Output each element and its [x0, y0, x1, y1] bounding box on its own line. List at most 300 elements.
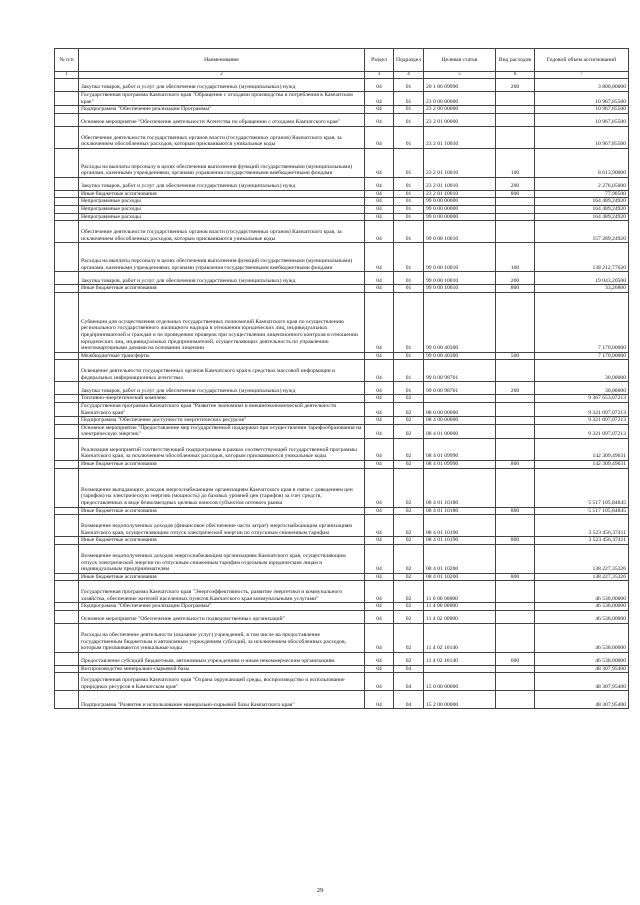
row-kind: [496, 106, 535, 114]
row-section: 04: [365, 148, 394, 177]
table-body: [55, 79, 629, 709]
row-name: Субвенции для осуществления отдельных государственных полномочий Камчатского края по осуществлению регионального государственного жилищного надзора в отношении юридических лиц, индивидуальных предпринимателей и граждан и по проведению проверок при осуществлении лицензионного контроля в отношении юридических лиц, индивидуальных предпринимателей, осуществляющих деятельность по управлению многоквартирными домами на основании лицензии: [79, 292, 365, 352]
row-section: 04: [365, 113, 394, 126]
row-subsection: 04: [394, 665, 424, 673]
row-section: 04: [365, 221, 394, 243]
row-kind: [496, 424, 535, 438]
column-number: 2: [79, 72, 365, 79]
row-number: [55, 515, 79, 537]
row-article: 20 1 06 09990: [424, 79, 496, 92]
row-sum: 5 517 105,84845: [535, 507, 629, 515]
row-name: Иные бюджетные ассигнования: [79, 285, 365, 293]
row-number: [55, 177, 79, 190]
row-subsection: 01: [394, 221, 424, 243]
row-name: Подпрограмма "Обеспечение доступности энергетических ресурсов": [79, 417, 365, 425]
row-number: [55, 243, 79, 272]
row-sum: 9 321 097,07213: [535, 417, 629, 425]
row-article: 08 4 01 10190: [424, 515, 496, 537]
row-article: 23 0 00 00000: [424, 92, 496, 106]
row-section: 04: [365, 673, 394, 691]
row-name: Государственная программа Камчатского края "Энергоэффективность, развитие энергетики и коммунального хозяйства, обеспечение жителей населенных пунктов Камчатского края коммунальными услугами": [79, 581, 365, 603]
row-name: Расходы на выплаты персоналу в целях обеспечения выполнения функций государственными (муниципальными) органами, казенными учреждениями, органами управления государственными внебюджетными фондами: [79, 243, 365, 272]
row-kind: [496, 544, 535, 573]
row-section: 04: [365, 92, 394, 106]
row-number: [55, 691, 79, 709]
row-name: Непрограммные расходы: [79, 198, 365, 206]
row-number: [55, 79, 79, 92]
table-row: [55, 537, 629, 545]
row-article: 15 0 00 00000: [424, 673, 496, 691]
row-article: 99 0 00 40300: [424, 352, 496, 360]
row-name: Обеспечение деятельности государственных органов власти (государственных органов) Камчатского края, за исключением обособленных расходов, которым присваиваются уникальные коды: [79, 126, 365, 148]
row-subsection: 02: [394, 424, 424, 438]
row-subsection: 01: [394, 285, 424, 293]
row-sum: 138 227,35326: [535, 573, 629, 581]
row-number: [55, 395, 79, 403]
row-number: [55, 382, 79, 395]
row-name: Освещение деятельности государственных органов Камчатского края в средствах массовой информации и федеральных информационных агентствах: [79, 360, 365, 382]
budget-table: [54, 48, 629, 709]
row-name: Предоставление субсидий бюджетным, автономным учреждениям и иным некоммерческим организациям: [79, 652, 365, 665]
row-subsection: 02: [394, 603, 424, 611]
row-number: [55, 272, 79, 285]
row-article: 08 0 00 00000: [424, 402, 496, 416]
row-sum: 33,26800: [535, 285, 629, 293]
row-section: 04: [365, 205, 394, 213]
row-article: 99 0 00 00000: [424, 213, 496, 221]
row-name: Возмещение недополученных доходов энергоснабжающим организациям Камчатского края, осуществляющим отпуск электрической энергии по отпускным сниженным тарифам отдельным юридическим лицам и индивидуальным предпринимателям: [79, 544, 365, 573]
table-row: [55, 221, 629, 243]
row-article: 11 4 02 00000: [424, 610, 496, 623]
row-number: [55, 190, 79, 198]
row-number: [55, 673, 79, 691]
row-article: 23 2 00 00000: [424, 106, 496, 114]
row-article: 23 2 01 10010: [424, 177, 496, 190]
row-subsection: 01: [394, 79, 424, 92]
row-section: 04: [365, 382, 394, 395]
row-kind: [496, 221, 535, 243]
row-sum: 48 307,95400: [535, 673, 629, 691]
row-number: [55, 603, 79, 611]
row-article: 08 4 01 10190: [424, 537, 496, 545]
row-article: 99 0 00 98701: [424, 360, 496, 382]
table-row: [55, 190, 629, 198]
table-row: [55, 402, 629, 416]
table-row: [55, 177, 629, 190]
table-row: [55, 205, 629, 213]
row-subsection: 01: [394, 352, 424, 360]
row-sum: 46 538,00000: [535, 623, 629, 652]
row-kind: 800: [496, 537, 535, 545]
row-number: [55, 460, 79, 468]
row-article: 23 2 01 00000: [424, 113, 496, 126]
row-section: 04: [365, 360, 394, 382]
table-row: [55, 360, 629, 382]
row-kind: 800: [496, 285, 535, 293]
row-name: Государственная программа Камчатского края "Обращение с отходами производства и потребления в Камчатском крае": [79, 92, 365, 106]
row-article: 23 2 01 10010: [424, 148, 496, 177]
table-row: [55, 352, 629, 360]
table-row: [55, 126, 629, 148]
row-subsection: 02: [394, 623, 424, 652]
row-sum: 7 170,00000: [535, 352, 629, 360]
row-article: 99 0 00 10010: [424, 221, 496, 243]
row-subsection: 01: [394, 382, 424, 395]
row-sum: 138 227,35326: [535, 544, 629, 573]
header-sum: Годовой объем ассигнований: [535, 49, 629, 72]
row-sum: 9 321 097,07213: [535, 402, 629, 416]
row-number: [55, 544, 79, 573]
table-row: [55, 417, 629, 425]
table-row: [55, 610, 629, 623]
row-sum: 9 321 097,07213: [535, 424, 629, 438]
row-sum: 46 538,00000: [535, 652, 629, 665]
row-number: [55, 205, 79, 213]
table-row: [55, 468, 629, 507]
row-subsection: 04: [394, 691, 424, 709]
row-sum: 46 538,00000: [535, 603, 629, 611]
row-article: 08 4 01 10180: [424, 468, 496, 507]
row-kind: [496, 213, 535, 221]
row-number: [55, 417, 79, 425]
row-name: Непрограммные расходы: [79, 213, 365, 221]
table-row: [55, 623, 629, 652]
table-row: [55, 382, 629, 395]
row-section: 04: [365, 424, 394, 438]
row-number: [55, 468, 79, 507]
row-subsection: 02: [394, 468, 424, 507]
row-number: [55, 424, 79, 438]
row-number: [55, 652, 79, 665]
row-number: [55, 610, 79, 623]
row-subsection: 01: [394, 177, 424, 190]
row-section: 04: [365, 213, 394, 221]
row-article: 99 0 00 00000: [424, 198, 496, 206]
row-number: [55, 148, 79, 177]
row-number: [55, 537, 79, 545]
row-subsection: 01: [394, 272, 424, 285]
row-number: [55, 623, 79, 652]
row-kind: [496, 610, 535, 623]
column-number: 7: [535, 72, 629, 79]
row-subsection: 01: [394, 205, 424, 213]
row-article: 99 0 00 98701: [424, 382, 496, 395]
row-subsection: 01: [394, 190, 424, 198]
row-subsection: 01: [394, 243, 424, 272]
row-sum: 19 043,20500: [535, 272, 629, 285]
row-number: [55, 581, 79, 603]
row-section: 04: [365, 190, 394, 198]
row-sum: 30,00000: [535, 360, 629, 382]
row-sum: 164 489,24920: [535, 198, 629, 206]
row-name: Основное мероприятие "Обеспечение деятельности подведомственных организаций": [79, 610, 365, 623]
table-row: [55, 285, 629, 293]
row-name: Иные бюджетные ассигнования: [79, 573, 365, 581]
row-article: 08 4 00 00000: [424, 417, 496, 425]
row-name: Межбюджетные трансферты: [79, 352, 365, 360]
row-number: [55, 507, 79, 515]
table-row: [55, 292, 629, 352]
row-kind: [496, 126, 535, 148]
row-section: 04: [365, 243, 394, 272]
table-row: [55, 106, 629, 114]
row-subsection: 01: [394, 213, 424, 221]
row-name: Подпрограмма "Обеспечение реализации Программы": [79, 603, 365, 611]
row-subsection: 02: [394, 610, 424, 623]
row-sum: 46 538,00000: [535, 610, 629, 623]
row-name: Закупка товаров, работ и услуг для обеспечения государственных (муниципальных) нужд: [79, 177, 365, 190]
row-article: 08 4 01 00000: [424, 424, 496, 438]
header-subsection: Подраздел: [394, 49, 424, 72]
row-sum: 10 967,85500: [535, 92, 629, 106]
row-section: 04: [365, 292, 394, 352]
row-subsection: 02: [394, 395, 424, 403]
row-subsection: 01: [394, 126, 424, 148]
table-row: [55, 603, 629, 611]
row-section: 04: [365, 581, 394, 603]
row-section: 04: [365, 507, 394, 515]
row-kind: 100: [496, 148, 535, 177]
row-subsection: 02: [394, 544, 424, 573]
row-number: [55, 665, 79, 673]
row-kind: [496, 581, 535, 603]
table-row: [55, 581, 629, 603]
table-row: [55, 573, 629, 581]
row-name: Иные бюджетные ассигнования: [79, 190, 365, 198]
row-sum: 77,90500: [535, 190, 629, 198]
row-name: Основное мероприятие "Предоставление мер государственной поддержки при осуществлении тарифообразования на электрическую энергию": [79, 424, 365, 438]
row-kind: 800: [496, 573, 535, 581]
row-name: Расходы на обеспечение деятельности (оказание услуг) учреждений, в том числе на предоставление государственным бюджетным и автономным учреждениям субсидий, за исключением обособленных расходов, которым присваиваются уникальные коды: [79, 623, 365, 652]
row-section: 04: [365, 652, 394, 665]
row-sum: 7 170,00000: [535, 292, 629, 352]
row-kind: [496, 417, 535, 425]
table-row: [55, 113, 629, 126]
row-section: 04: [365, 285, 394, 293]
row-article: 08 4 01 10200: [424, 573, 496, 581]
row-article: 11 4 02 10140: [424, 623, 496, 652]
row-number: [55, 285, 79, 293]
row-section: 04: [365, 272, 394, 285]
row-name: Государственная программа Камчатского края "Охрана окружающей среды, воспроизводство и использование природных ресурсов в Камчатском крае": [79, 673, 365, 691]
row-article: [424, 665, 496, 673]
row-article: 08 4 01 10180: [424, 507, 496, 515]
row-article: 99 0 00 10010: [424, 285, 496, 293]
row-kind: [496, 515, 535, 537]
row-sum: 48 307,95400: [535, 691, 629, 709]
row-kind: [496, 113, 535, 126]
row-number: [55, 113, 79, 126]
row-number: [55, 106, 79, 114]
row-subsection: 02: [394, 581, 424, 603]
row-section: 04: [365, 665, 394, 673]
row-subsection: 01: [394, 106, 424, 114]
row-kind: [496, 395, 535, 403]
column-number: 4: [394, 72, 424, 79]
row-number: [55, 126, 79, 148]
row-section: 04: [365, 106, 394, 114]
row-article: 08 4 01 09990: [424, 460, 496, 468]
table-row: [55, 272, 629, 285]
row-kind: 100: [496, 243, 535, 272]
row-kind: [496, 205, 535, 213]
row-sum: 10 967,85500: [535, 106, 629, 114]
row-kind: [496, 92, 535, 106]
row-article: 23 2 01 10010: [424, 190, 496, 198]
column-number: 3: [365, 72, 394, 79]
row-section: 04: [365, 603, 394, 611]
row-kind: 500: [496, 352, 535, 360]
row-sum: 164 489,24920: [535, 213, 629, 221]
row-name: Закупка товаров, работ и услуг для обеспечения государственных (муниципальных) нужд: [79, 272, 365, 285]
row-sum: 164 489,24920: [535, 205, 629, 213]
table-row: [55, 92, 629, 106]
row-article: 08 4 01 10200: [424, 544, 496, 573]
row-name: Непрограммные расходы: [79, 205, 365, 213]
table-row: [55, 213, 629, 221]
row-kind: [496, 623, 535, 652]
row-subsection: 02: [394, 417, 424, 425]
row-number: [55, 402, 79, 416]
row-number: [55, 438, 79, 460]
row-number: [55, 198, 79, 206]
row-section: 04: [365, 610, 394, 623]
row-sum: 30,00000: [535, 382, 629, 395]
row-subsection: 02: [394, 573, 424, 581]
row-name: Подпрограмма "Развитие и использование минерально-сырьевой базы Камчатского края": [79, 691, 365, 709]
row-sum: 10 967,85500: [535, 126, 629, 148]
row-article: 08 4 01 09990: [424, 438, 496, 460]
row-article: [424, 395, 496, 403]
row-sum: 142 309,49631: [535, 438, 629, 460]
header-section: Раздел: [365, 49, 394, 72]
row-subsection: 01: [394, 360, 424, 382]
row-section: 04: [365, 544, 394, 573]
row-kind: [496, 292, 535, 352]
row-subsection: 02: [394, 515, 424, 537]
table-row: [55, 438, 629, 460]
row-section: 04: [365, 79, 394, 92]
row-kind: [496, 360, 535, 382]
row-section: 04: [365, 623, 394, 652]
header-row: [55, 49, 629, 72]
row-name: Реализация мероприятий соответствующей подпрограммы в рамках соответствующей государственной программы Камчатского края, за исключением обособленных расходов, которым присваиваются уникальные коды: [79, 438, 365, 460]
row-article: 11 4 00 00000: [424, 603, 496, 611]
row-section: 04: [365, 126, 394, 148]
row-name: Закупка товаров, работ и услуг для обеспечения государственных (муниципальных) нужд: [79, 79, 365, 92]
row-kind: [496, 198, 535, 206]
row-kind: [496, 438, 535, 460]
table-row: [55, 148, 629, 177]
row-sum: 46 538,00000: [535, 581, 629, 603]
row-kind: [496, 402, 535, 416]
row-name: Государственная программа Камчатского края "Развитие экономики и внешнеэкономической деятельности Камчатского края": [79, 402, 365, 416]
header-article: Целевая статья: [424, 49, 496, 72]
table-row: [55, 665, 629, 673]
row-section: 04: [365, 515, 394, 537]
row-kind: [496, 603, 535, 611]
row-number: [55, 573, 79, 581]
row-section: 04: [365, 438, 394, 460]
row-section: 04: [365, 460, 394, 468]
row-sum: 3 523 456,37411: [535, 537, 629, 545]
page-number: 29: [316, 887, 324, 894]
row-sum: 3 523 456,37411: [535, 515, 629, 537]
row-name: Иные бюджетные ассигнования: [79, 537, 365, 545]
row-article: 15 2 00 00000: [424, 691, 496, 709]
row-section: 04: [365, 537, 394, 545]
table-row: [55, 424, 629, 438]
row-subsection: 02: [394, 507, 424, 515]
row-name: Иные бюджетные ассигнования: [79, 460, 365, 468]
row-kind: 200: [496, 272, 535, 285]
column-number: 5: [424, 72, 496, 79]
table-row: [55, 544, 629, 573]
row-section: 04: [365, 395, 394, 403]
row-name: Закупка товаров, работ и услуг для обеспечения государственных (муниципальных) нужд: [79, 382, 365, 395]
row-number: [55, 360, 79, 382]
row-article: 11 0 00 00000: [424, 581, 496, 603]
table-row: [55, 395, 629, 403]
row-subsection: 01: [394, 148, 424, 177]
row-section: 04: [365, 177, 394, 190]
row-subsection: 01: [394, 113, 424, 126]
row-section: 04: [365, 198, 394, 206]
table-row: [55, 673, 629, 691]
row-sum: 2 276,05000: [535, 177, 629, 190]
row-subsection: 02: [394, 537, 424, 545]
row-sum: 3 800,00000: [535, 79, 629, 92]
row-subsection: 01: [394, 292, 424, 352]
row-name: Возмещение недополученных доходов (финансовое обеспечение части затрат) энергоснабжающим организациям Камчатского края, осуществляющим отпуск электрической энергии по отпускным сниженным тарифам: [79, 515, 365, 537]
table-row: [55, 507, 629, 515]
header-num: № п/п: [55, 49, 79, 72]
row-sum: 8 613,90000: [535, 148, 629, 177]
row-article: 99 0 00 40300: [424, 292, 496, 352]
row-name: Возмещение выпадающих доходов энергоснабжающим организациям Камчатского края в связи с доведением цен (тарифов) на электрическую энергию (мощность) до базовых уровней цен (тарифов) за счет средств, предоставленных в виде безвозмездных целевых взносов субъектом оптового рынка: [79, 468, 365, 507]
row-section: 04: [365, 352, 394, 360]
column-numbers-row: [55, 72, 629, 79]
row-section: 04: [365, 573, 394, 581]
table-row: [55, 652, 629, 665]
row-name: Подпрограмма "Обеспечение реализации Программы": [79, 106, 365, 114]
row-article: 11 4 02 10140: [424, 652, 496, 665]
row-kind: [496, 691, 535, 709]
row-kind: 600: [496, 652, 535, 665]
row-sum: 9 367 653,07213: [535, 395, 629, 403]
row-kind: [496, 673, 535, 691]
table-row: [55, 198, 629, 206]
table-row: [55, 460, 629, 468]
row-kind: 200: [496, 177, 535, 190]
row-subsection: 02: [394, 438, 424, 460]
row-kind: 800: [496, 460, 535, 468]
table-row: [55, 691, 629, 709]
row-subsection: 04: [394, 673, 424, 691]
table-row: [55, 79, 629, 92]
row-name: Расходы на выплаты персоналу в целях обеспечения выполнения функций государственными (муниципальными) органами, казенными учреждениями, органами управления государственными внебюджетными фондами: [79, 148, 365, 177]
row-subsection: 01: [394, 92, 424, 106]
row-number: [55, 292, 79, 352]
row-kind: 800: [496, 190, 535, 198]
row-section: 04: [365, 468, 394, 507]
row-section: 04: [365, 691, 394, 709]
row-kind: 800: [496, 507, 535, 515]
header-name: Наименование: [79, 49, 365, 72]
row-section: 04: [365, 417, 394, 425]
table-row: [55, 515, 629, 537]
row-number: [55, 352, 79, 360]
